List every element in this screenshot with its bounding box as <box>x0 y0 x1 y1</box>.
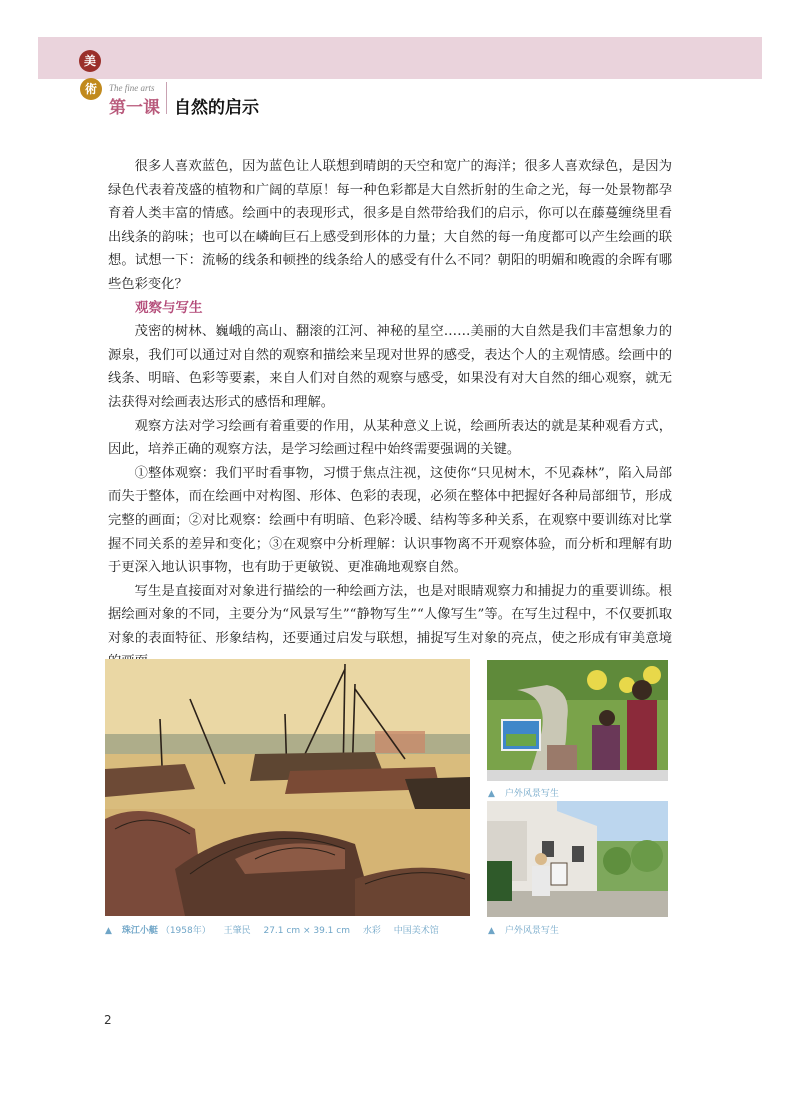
painting-size: 27.1 cm × 39.1 cm <box>263 926 350 936</box>
paragraph-2: 观察方法对学习绘画有着重要的作用，从某种意义上说，绘画所表达的就是某种观看方式，因此，培养正确的观察方法，是学习绘画过程中始终需要强调的关键。 <box>108 418 672 458</box>
paragraph-3: ①整体观察：我们平时看事物，习惯于焦点注视，这使你“只见树木，不见森林”，陷入局部而失于整体，而在绘画中对构图、形体、色彩的表现，必须在整体中把握好各种局部细节，形成完整的画面；②对比观察：绘画中有明暗、色彩冷暖、结构等多种关系，在观察中要训练对比掌握不同关系的差异和变化；③在观察中分析理解：认识事物离不开观察体验，而分析和理解有助于更深入地认识事物，也有助于更敏锐、更准确地观察自然。 <box>108 465 672 576</box>
painting-title: 珠江小艇 <box>121 926 158 936</box>
body-text <box>108 155 672 674</box>
page-number: 2 <box>104 1013 112 1027</box>
logo-mark-2: 術 <box>80 78 102 100</box>
painting-pearl-river-boats <box>105 659 470 916</box>
caption-marker-icon: ▲ <box>488 926 495 936</box>
caption-main-painting <box>105 923 449 936</box>
logo-mark-1: 美 <box>79 50 101 72</box>
painting-artist: 王肇民 <box>223 926 251 936</box>
series-label: The fine arts <box>109 83 155 93</box>
title-divider <box>166 82 167 114</box>
paragraph-4: 写生是直接面对对象进行描绘的一种绘画方法，也是对眼睛观察力和捕捉力的重要训练。根据绘画对象的不同，主要分为“风景写生”“静物写生”“人像写生”等。在写生过程中，不仅要抓取对象的表面特征、形象结构，还要通过启发与联想，捕捉写生对象的亮点，使之形成有审美意境 <box>108 583 672 646</box>
caption-marker-icon: ▲ <box>105 926 112 936</box>
header-band <box>38 37 762 79</box>
caption-outdoor-2 <box>488 923 569 936</box>
photo-outdoor-sketching-1 <box>487 660 668 781</box>
paragraph-1: 茂密的树林、巍峨的高山、翻滚的江河、神秘的星空……美丽的大自然是我们丰富想象力的源泉，我们可以通过对自然的观察和描绘来呈现对世界的感受，表达个人的主观情感。绘画中的线条、明暗、色彩等要素，来自人们对自然的观察与感受，如果没有对大自然的细心观察，就无法获得对绘画表达形式的感悟和理解。 <box>108 324 672 410</box>
photo-outdoor-sketching-2 <box>487 801 668 917</box>
caption-text: 户外风景写生 <box>504 789 559 799</box>
caption-marker-icon: ▲ <box>488 789 495 799</box>
section-heading: 观察与写生 <box>135 299 203 316</box>
intro-paragraph: 很多人喜欢蓝色，因为蓝色让人联想到晴朗的天空和宽广的海洋；很多人喜欢绿色，是因为绿色代表着茂盛的植物和广阔的草原！每一种色彩都是大自然折射的生命之光，每一处景物都孕育着人类丰富的情感。绘画中的表现形式，很多是自然带给我们的启示，你可以在藤蔓缠绕里看出线条的韵味；也可以在嶙峋巨石上感受到形体的力量；大自然的每一角度都可以产生绘画的联想。试想一下：流畅的线条和顿挫的线条给人的感受有什么不同？朝阳的明媚和晚霞的余晖有哪些色彩变化？ <box>108 159 672 292</box>
painting-year: （1958年） <box>160 926 211 936</box>
caption-text: 户外风景写生 <box>504 926 559 936</box>
fine-arts-logo <box>76 44 110 108</box>
painting-medium: 水彩 <box>362 926 381 936</box>
painting-collection: 中国美术馆 <box>393 926 439 936</box>
lesson-number: 第一课 <box>109 98 160 118</box>
lesson-title: 自然的启示 <box>174 98 259 118</box>
caption-outdoor-1 <box>488 786 569 799</box>
